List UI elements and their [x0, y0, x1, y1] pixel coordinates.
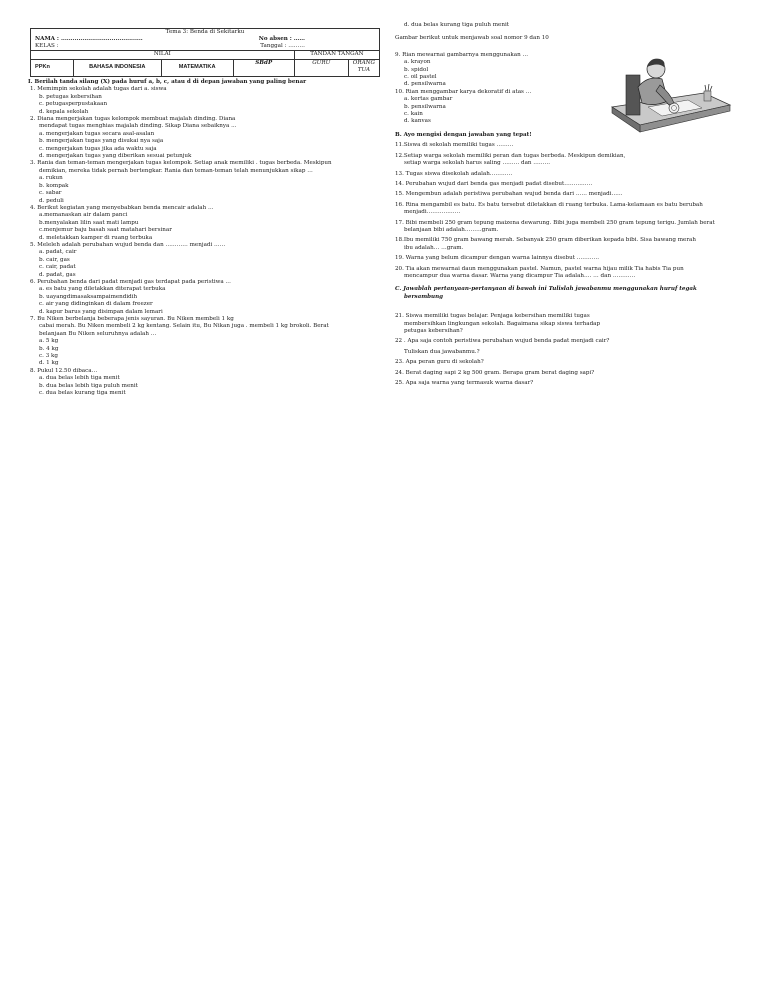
section-a-questions: [30, 86, 378, 397]
answer-option: c. dua belas kurang tiga menit: [39, 390, 126, 397]
answer-option: a. dua belas lebih tiga menit: [39, 375, 120, 382]
answer-option: a. krayon: [404, 59, 431, 66]
essay-question: 25. Apa saja warna yang termasuk warna dasar?: [395, 380, 534, 387]
fill-in-question: 19. Warna yang belum dicampur dengan warna lainnya disebut …………: [395, 255, 600, 262]
theme-title: Tema 3: Benda di Sekitarku: [165, 29, 245, 35]
question-text: 1. Memimpin sekolah adalah tugas dari a. siswa: [30, 86, 167, 93]
essay-question: 23. Apa peran guru di sekolah?: [395, 359, 484, 366]
answer-option: d. meletakkan kamper di ruang terbuka: [39, 234, 153, 241]
answer-option: d. padat, gas: [39, 271, 76, 278]
fill-in-question: 16. Rina mengambil es batu. Es batu tersebut diletakkan di ruang terbuka. Lama-kelamaan es batu berubah: [395, 201, 703, 208]
answer-option: d. mengerjakan tugas yang diberikan sesuai petunjuk: [39, 153, 192, 160]
ppkn-cell: PPKn: [31, 60, 74, 77]
answer-option: c. air yang didinginkan di dalam freezer: [39, 301, 153, 308]
answer-option: b. uayangdimasaksampaimendidih: [39, 293, 138, 300]
answer-option: a. mengerjakan tugas secara asal-asalan: [39, 130, 155, 137]
absence-number-field: No absen : ……: [258, 36, 305, 42]
answer-option: c. sabar: [39, 190, 62, 197]
fill-in-question: 13. Tugas siswa disekolah adalah…………: [395, 170, 513, 177]
orang-tua-cell: ORANG TUA: [348, 60, 379, 77]
question-text: 6. Perubahan benda dari padat menjadi gas terdapat pada peristiwa ...: [30, 278, 231, 285]
answer-option: b. dua belas lebih tiga puluh menit: [39, 382, 138, 389]
fill-in-question-cont: belanjaan bibi adalah………gram.: [404, 226, 499, 233]
signature-header: TANDAN TANGAN: [294, 51, 379, 60]
question-9: 9. Rian mewarnai gambarnya menggunakan …: [395, 51, 529, 58]
answer-option: c. petugasperpustakaan: [39, 101, 108, 108]
answer-option: c. kain: [404, 111, 423, 118]
answer-option: b. mengerjakan tugas yang disukai nya saja: [39, 138, 164, 145]
answer-option: a. kertas gambar: [404, 96, 453, 103]
question-text: 8. Pukul 12.50 dibaca…: [30, 367, 98, 374]
section-c-questions: [395, 313, 750, 390]
essay-question: Tuliskan dua jawabanmu.?: [404, 348, 480, 355]
answer-option: b. 4 kg: [39, 345, 59, 352]
essay-question: 24. Berat daging sapi 2 kg 500 gram. Berapa gram berat daging sapi?: [395, 369, 595, 376]
answer-option: a.memanaskan air dalam panci: [39, 212, 128, 219]
identity-cell: [31, 29, 380, 51]
answer-option: d. peduli: [39, 197, 64, 204]
answer-option: c. 3 kg: [39, 353, 58, 360]
answer-option: b.menyalakan lilin saat mati lampu: [39, 219, 139, 226]
date-field: Tanggal : ………: [260, 43, 305, 49]
question-text: 7. Bu Niken berbelanja beberapa jenis sayuran. Bu Niken membeli 1 kg: [30, 316, 234, 322]
fill-in-question: 18.Ibu memiliki 750 gram bawang merah. Sebanyak 250 gram diberikan kepada bibi. Sisa bawang merah: [395, 237, 696, 244]
answer-option: a. padat, cair: [39, 249, 77, 256]
image-caption: Gambar berikut untuk menjawab soal nomor 9 dan 10: [395, 35, 549, 42]
fill-in-question: 14. Perubahan wujud dari benda gas menjadi padat disebut……………: [395, 180, 593, 187]
answer-option: c. cair, padat: [39, 264, 76, 271]
essay-question-cont: petugas kebersihan?: [404, 328, 463, 334]
answer-option: b. pensilwarna: [404, 103, 446, 110]
question-text: 4. Berikut kegiatan yang menyebabkan benda mencair adalah …: [30, 204, 214, 211]
question-text-cont: demikian, mereka tidak pernah bertengkar. Rania dan teman-teman telah menunjukkan sikap …: [39, 167, 313, 174]
section-b-title: B. Ayo mengisi dengan jawaban yang tepat!: [395, 131, 532, 138]
question-text: 3. Rania dan teman-teman mengerjakan tugas kelompok. Setiap anak memiliki . tugas berbeda. Meskipun: [30, 160, 332, 167]
answer-option: c. mengerjakan tugas jika ada waktu saja: [39, 145, 157, 152]
answer-option: a. 5 kg: [39, 338, 59, 345]
fill-in-question-cont: ibu adalah… …gram.: [404, 244, 464, 251]
answer-option: d. pensilwarna: [404, 81, 446, 88]
section-a-title: I. Berilah tanda silang (X) pada huruf a, b, c, atau d di depan jawaban yang paling benar: [28, 79, 307, 85]
question-text: 2. Diana mengerjakan tugas kelompok membuat majalah dinding. Diana: [30, 116, 236, 123]
left-column: [30, 28, 378, 397]
q8-option-d: d. dua belas kurang tiga puluh menit: [404, 22, 510, 28]
question-text-cont: mendapat tugas menghias majalah dinding. Sikap Diana sebaiknya ...: [39, 123, 237, 130]
class-field: KELAS :: [35, 43, 59, 49]
section-c-title-cont: bersambung: [404, 293, 444, 300]
answer-option: b. spidol: [404, 66, 429, 73]
score-header: NILAI: [31, 51, 295, 60]
answer-option: d. 1 kg: [39, 360, 59, 367]
question-10: 10. Rian menggambar karya dekoratif di atas …: [395, 88, 532, 95]
question-text-cont: cabai merah. Bu Niken membeli 2 kg kentang. Selain itu, Bu Nikan juga . membeli 1 kg brokoli. Berat: [39, 323, 329, 330]
fill-in-question: 17. Bibi membeli 250 gram tepung maizena dewarung. Bibi juga membeli 250 gram tepung terigu. Jumlah berat: [395, 219, 715, 226]
fill-in-question-cont: setiap warga sekolah harus saling ……… dan ………: [404, 160, 551, 167]
fill-in-question: 20. Tia akan mewarnai daun menggunakan pastel. Namun, pastel warna hijau milik Tia habis Tia pun: [395, 265, 684, 272]
question-text-cont: belanjaan Bu Niken seluruhnya adalah …: [39, 330, 157, 337]
section-c-title: C. Jawablah pertanyaan-pertanyaan di bawah ini Tulislah jawabanmu menggunakan huruf tegak: [395, 286, 697, 293]
answer-option: b. cair, gas: [39, 256, 70, 263]
answer-option: c.menjemur baju basah saat matahari bersinar: [39, 227, 172, 234]
guru-cell: GURU: [294, 60, 348, 77]
fill-in-question: 12.Setiap warga sekolah memiliki peran dan tugas berbeda. Meskipun demikian,: [395, 152, 626, 159]
fill-in-question-cont: mencampur dua warna dasar. Warna yang dicampur Tia adalah…. … dan …………: [404, 272, 636, 279]
bahasa-indonesia-cell: BAHASA INDONESIA: [73, 60, 161, 77]
child-drawing-illustration: [604, 45, 734, 140]
answer-option: c. oil pastel: [404, 74, 437, 81]
student-header-table: [30, 28, 380, 77]
answer-option: a. es batu yang diletakkan diterapat terbuka: [39, 286, 166, 293]
answer-option: b. petugas kebersihan: [39, 93, 102, 100]
matematika-cell: MATEMATIKA: [161, 60, 233, 77]
answer-option: d. kapur barus yang disimpan dalam lemari: [39, 308, 163, 315]
fill-in-question: 11.Siswa di sekolah memiliki tugas ………: [395, 142, 514, 149]
answer-option: b. kompak: [39, 182, 69, 189]
fill-in-question: 15. Mengembun adalah peristiwa perubahan wujud benda dari …… menjadi……: [395, 191, 623, 198]
name-field: NAMA : ..........................................: [35, 36, 143, 42]
fill-in-question-cont: menjadi………………: [404, 209, 461, 216]
answer-option: d. kanvas: [404, 118, 431, 125]
sbdp-cell: SBdP: [233, 60, 294, 77]
question-text: 5. Meleleh adalah perubahan wujud benda dan ………… menjadi ……: [30, 241, 226, 248]
answer-option: a. rukun: [39, 175, 63, 182]
essay-question: 21. Siswa memiliki tugas belajar. Penjaga kebersihan memiliki tugas: [395, 313, 590, 320]
answer-option: d. kepala sekolah: [39, 108, 89, 115]
essay-question: 22 . Apa saja contoh peristiwa perubahan wujud benda padat menjadi cair?: [395, 338, 610, 345]
essay-question-cont: membersihkan lingkungan sekolah. Bagaimana sikap siswa terhadap: [404, 320, 601, 327]
section-b-questions: [395, 142, 750, 283]
